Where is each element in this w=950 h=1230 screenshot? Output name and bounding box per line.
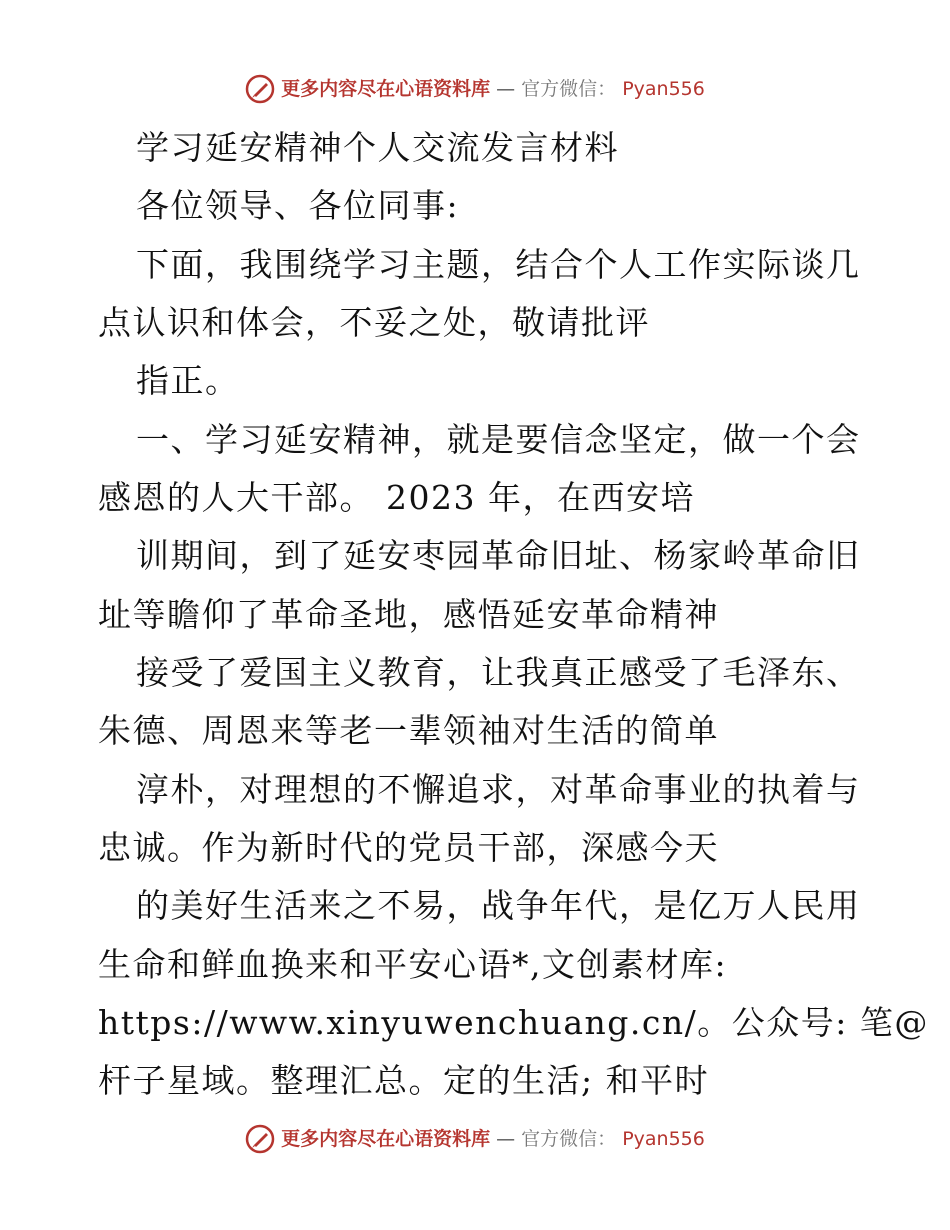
- watermark-brand-text: 更多内容尽在心语资料库: [281, 78, 491, 100]
- watermark-wechat-id: Pyan556: [622, 78, 705, 100]
- url-line: https://www.xinyuwenchuang.cn/。公众号: 笔@: [98, 1003, 929, 1042]
- feather-pen-icon: [245, 1124, 275, 1154]
- text-line: 感恩的人大干部。 2023 年，在西安培: [98, 478, 695, 517]
- text-line: 点认识和体会，不妥之处，敬请批评: [98, 303, 650, 342]
- text-line: 忠诚。作为新时代的党员干部，深感今天: [98, 828, 719, 867]
- text-line: 指正。: [136, 361, 240, 400]
- watermark-brand-text: 更多内容尽在心语资料库: [281, 1128, 491, 1150]
- text-line: 下面，我围绕学习主题，结合个人工作实际谈几: [136, 245, 861, 284]
- text-line: 生命和鲜血换来和平安心语*,文创素材库:: [98, 945, 728, 984]
- header-watermark: [0, 74, 950, 104]
- watermark-wechat-id: Pyan556: [622, 1128, 705, 1150]
- section-heading-line: 一、学习延安精神，就是要信念坚定，做一个会: [136, 420, 861, 459]
- text-line: 朱德、周恩来等老一辈领袖对生活的简单: [98, 711, 719, 750]
- watermark-separator: —: [496, 78, 516, 100]
- feather-pen-icon: [245, 74, 275, 104]
- text-line: 的美好生活来之不易，战争年代，是亿万人民用: [136, 886, 861, 925]
- text-line: 训期间，到了延安枣园革命旧址、杨家岭革命旧: [136, 536, 861, 575]
- footer-watermark: [0, 1124, 950, 1154]
- text-line: 杆子星域。整理汇总。定的生活; 和平时: [98, 1061, 710, 1100]
- watermark-separator: —: [496, 1128, 516, 1150]
- text-line: 址等瞻仰了革命圣地，感悟延安革命精神: [98, 595, 719, 634]
- salutation: 各位领导、各位同事:: [136, 186, 460, 225]
- document-title: 学习延安精神个人交流发言材料: [136, 128, 619, 167]
- watermark-wechat-label: 官方微信：: [521, 78, 617, 100]
- watermark-wechat-label: 官方微信：: [521, 1128, 617, 1150]
- text-line: 接受了爱国主义教育，让我真正感受了毛泽东、: [136, 653, 861, 692]
- text-line: 淳朴，对理想的不懈追求，对革命事业的执着与: [136, 770, 861, 809]
